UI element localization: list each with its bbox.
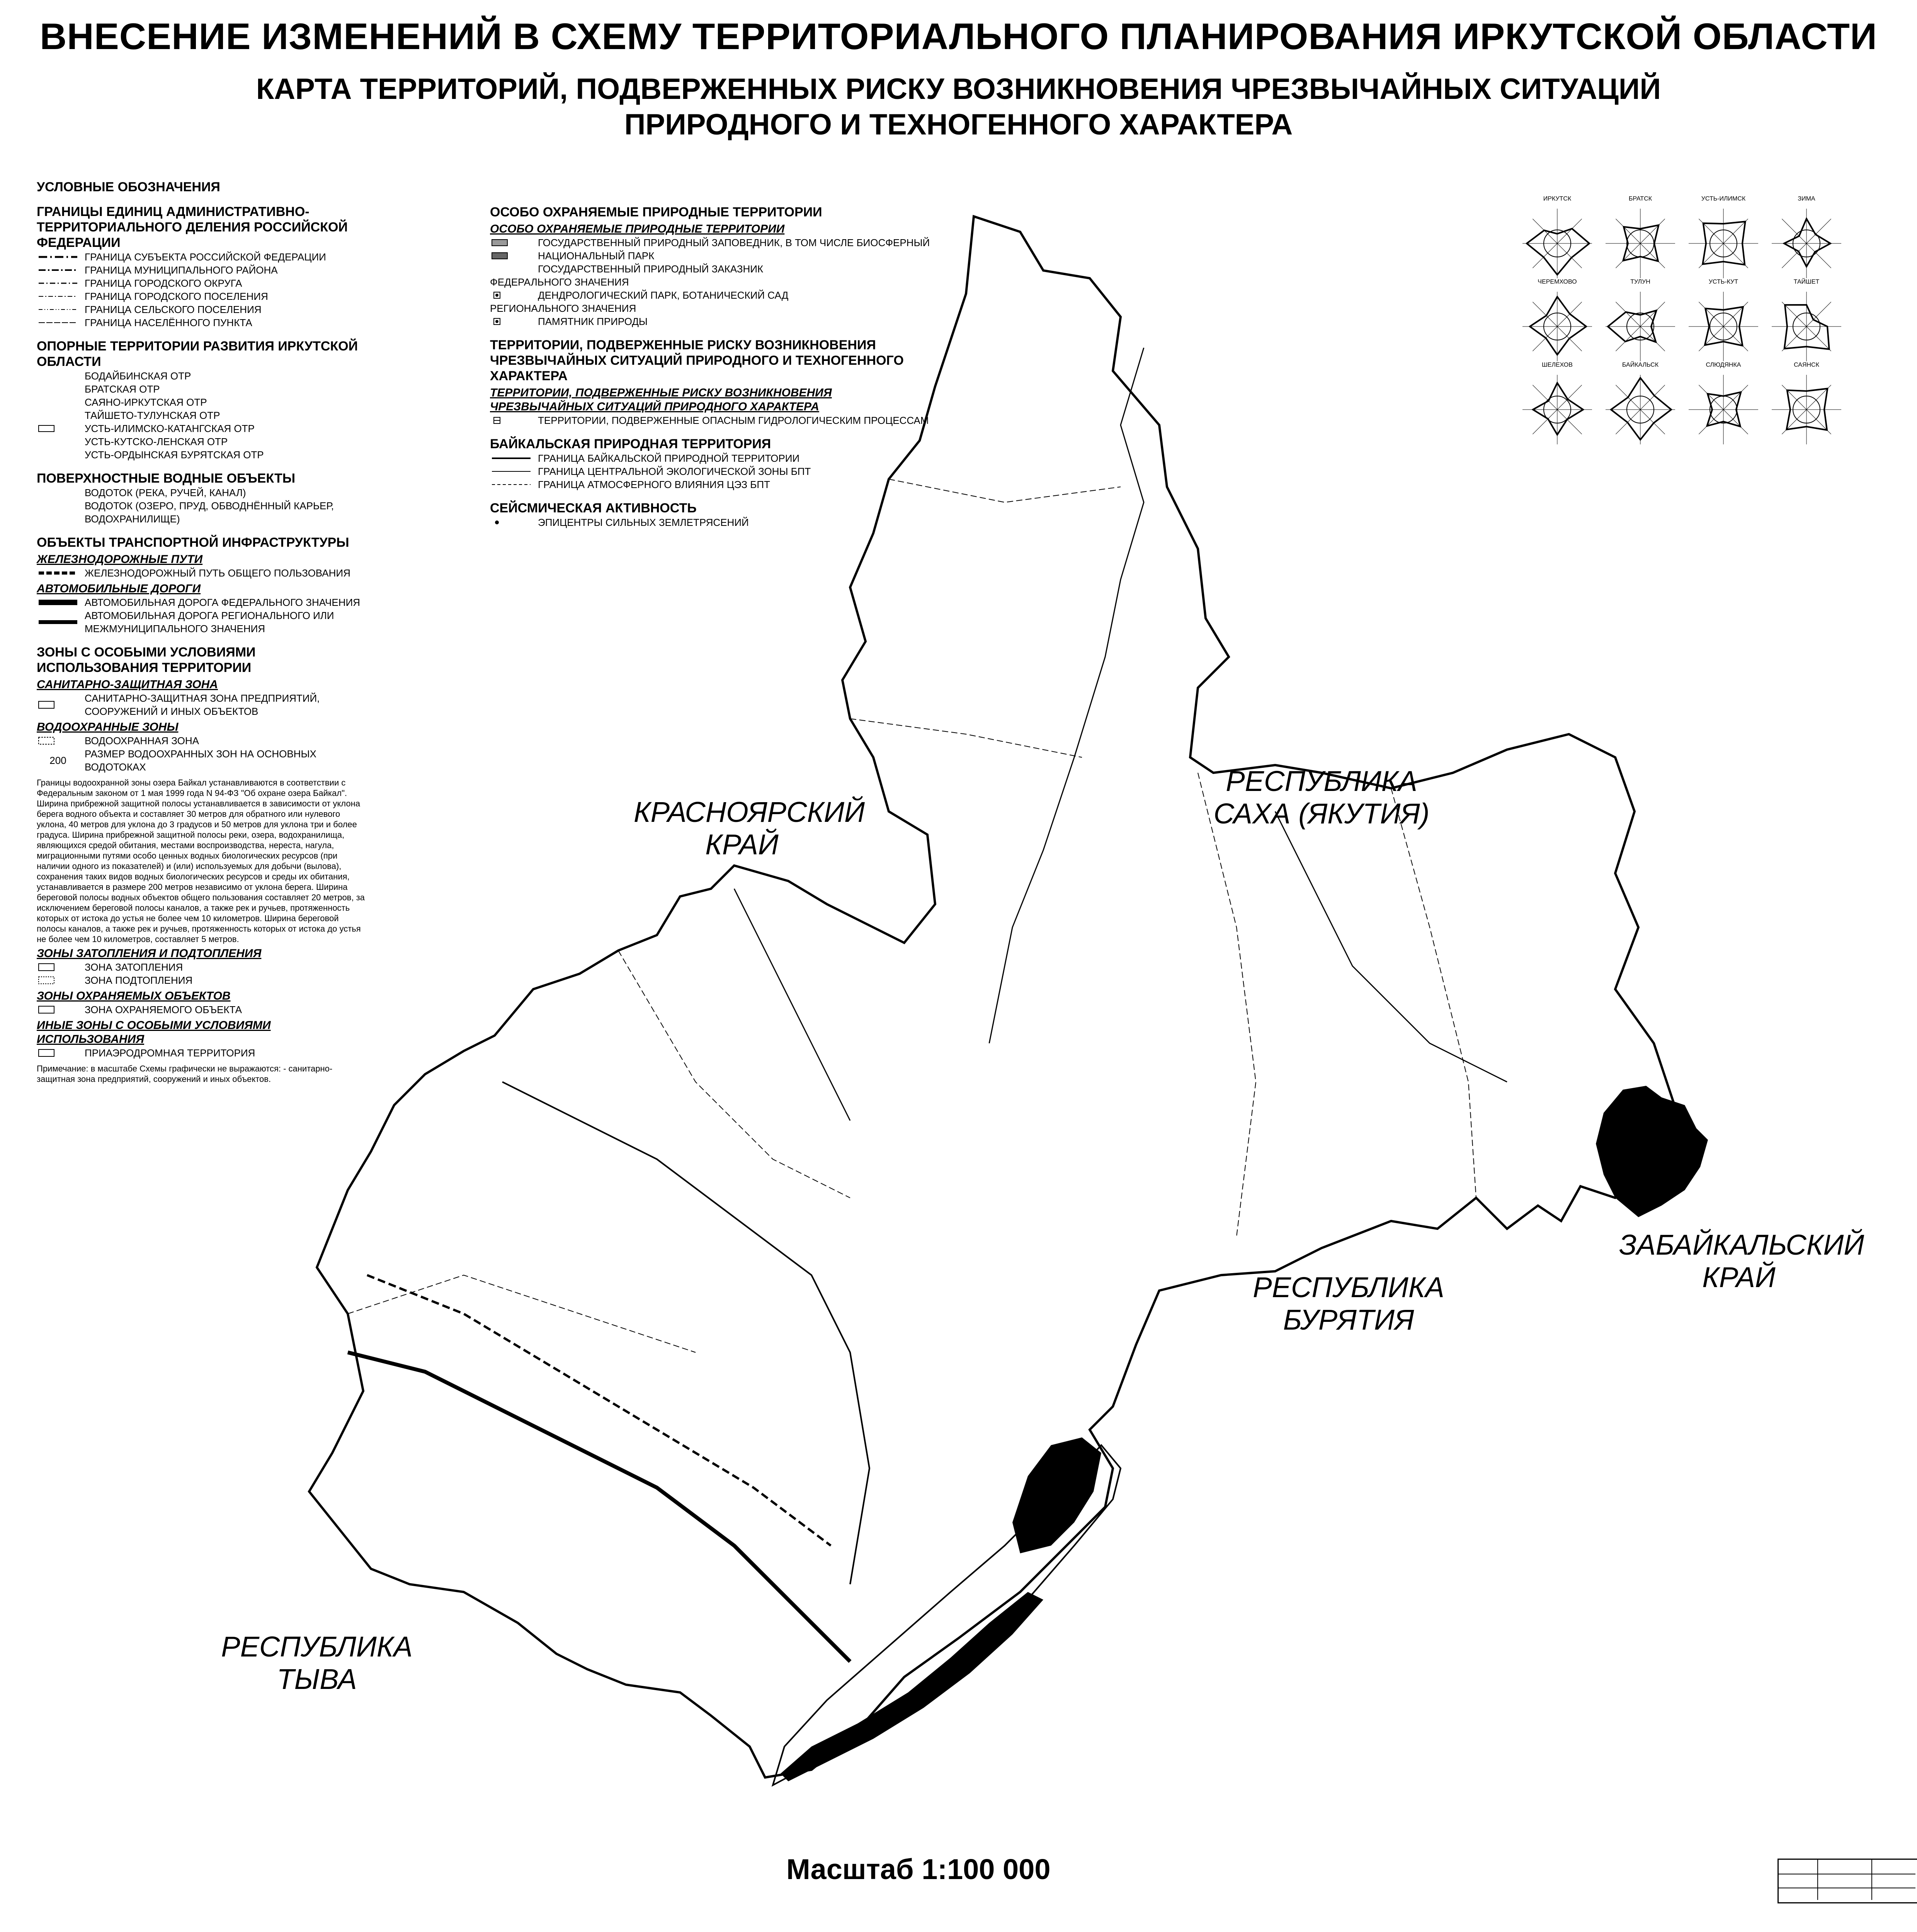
- legend-caption: ФЕДЕРАЛЬНОГО ЗНАЧЕНИЯ: [490, 276, 629, 288]
- wind-rose-label: ТУЛУН: [1630, 279, 1650, 285]
- legend-subsection: АВТОМОБИЛЬНЫЕ ДОРОГИ: [37, 582, 201, 595]
- hazard-zone-baikal-shore: [781, 1592, 1043, 1781]
- legend-item: ГРАНИЦА СУБЪЕКТА РОССИЙСКОЙ ФЕДЕРАЦИИ: [37, 250, 369, 264]
- legend-item: САНИТАРНО-ЗАЩИТНАЯ ЗОНА ПРЕДПРИЯТИЙ, СООРУЖЕНИЙ И ИНЫХ ОБЪЕКТОВ: [37, 692, 369, 718]
- legend-item: ЗОНА ПОДТОПЛЕНИЯ: [37, 974, 369, 987]
- legend-item: БОДАЙБИНСКАЯ ОТР: [85, 370, 191, 382]
- district-border: [1198, 773, 1256, 1236]
- wind-rose-label: БАЙКАЛЬСК: [1622, 362, 1659, 368]
- legend-section-title: ТЕРРИТОРИИ, ПОДВЕРЖЕННЫЕ РИСКУ ВОЗНИКНОВЕНИЯ ЧРЕЗВЫЧАЙНЫХ СИТУАЦИЙ ПРИРОДНОГО И ТЕХНОГЕННОГО ХАРАКТЕРА: [490, 338, 904, 383]
- legend-item: ГРАНИЦА МУНИЦИПАЛЬНОГО РАЙОНА: [37, 264, 369, 277]
- title-block-stamp: [1778, 1859, 1917, 1903]
- legend-item: ВОДОТОК (РЕКА, РУЧЕЙ, КАНАЛ): [85, 487, 246, 498]
- legend-section-title: ГРАНИЦЫ ЕДИНИЦ АДМИНИСТРАТИВНО-ТЕРРИТОРИАЛЬНОГО ДЕЛЕНИЯ РОССИЙСКОЙ ФЕДЕРАЦИИ: [37, 204, 348, 250]
- district-border: [889, 479, 1121, 502]
- legend-item: ГРАНИЦА СЕЛЬСКОГО ПОСЕЛЕНИЯ: [37, 303, 369, 316]
- legend-item: ГРАНИЦА НАСЕЛЁННОГО ПУНКТА: [37, 316, 369, 329]
- wind-rose-label: СЛЮДЯНКА: [1706, 362, 1741, 368]
- railway: [367, 1275, 831, 1546]
- legend-section-title: ЗОНЫ С ОСОБЫМИ УСЛОВИЯМИ ИСПОЛЬЗОВАНИЯ ТЕРРИТОРИИ: [37, 645, 256, 675]
- map-scale: Масштаб 1:100 000: [786, 1853, 1051, 1885]
- legend-item: ДЕНДРОЛОГИЧЕСКИЙ ПАРК, БОТАНИЧЕСКИЙ САД: [490, 289, 934, 302]
- river-lena: [989, 348, 1144, 1043]
- legend-subsection: ТЕРРИТОРИИ, ПОДВЕРЖЕННЫЕ РИСКУ ВОЗНИКНОВЕНИЯ ЧРЕЗВЫЧАЙНЫХ СИТУАЦИЙ ПРИРОДНОГО ХАРАКТЕРА: [490, 386, 832, 413]
- river-ilim: [734, 889, 850, 1121]
- legend-item: 200 РАЗМЕР ВОДООХРАННЫХ ЗОН НА ОСНОВНЫХ ВОДОТОКАХ: [37, 747, 369, 774]
- district-border: [348, 1275, 696, 1352]
- hazard-zone-baikal-north: [1012, 1437, 1101, 1553]
- legend-item: ГРАНИЦА ГОРОДСКОГО ПОСЕЛЕНИЯ: [37, 290, 369, 303]
- region-label-krasnoyarsk: КРАСНОЯРСКИЙ КРАЙ: [634, 796, 865, 861]
- district-border: [618, 951, 850, 1198]
- legend-subsection: ЗОНЫ ЗАТОПЛЕНИЯ И ПОДТОПЛЕНИЯ: [37, 947, 262, 960]
- legend-item: БРАТСКАЯ ОТР: [85, 383, 160, 395]
- region-label-tyva: РЕСПУБЛИКА ТЫВА: [221, 1631, 413, 1695]
- wind-rose-label: УСТЬ-ИЛИМСК: [1701, 196, 1746, 202]
- legend-item: УСТЬ-ОРДЫНСКАЯ БУРЯТСКАЯ ОТР: [85, 449, 264, 461]
- legend-caption: РЕГИОНАЛЬНОГО ЗНАЧЕНИЯ: [490, 303, 636, 314]
- legend-note: Границы водоохранной зоны озера Байкал устанавливаются в соответствии с Федеральным законом от 1 мая 1999 года N 94-ФЗ "Об охране озера Байкал". Ширина прибрежной защитной полосы устанавливается в зависимости от уклона берега водного объекта и составляет 30 метров для обратного или нулевого уклона, 40 метров для уклона до 3 градусов и 50 метров для уклона три и более градуса. Ширина прибрежной защитной полосы реки, озера, водохранилища, являющихся средой обитания, местами воспроизводства, нереста, нагула, миграционными путями особо ценных водных биологических ресурсов (при наличии одного из показателей) и (или) используемых для добычи (вылова), сохранения таких видов водных биологических ресурсов и среды их обитания, устанавливается в размере 200 метров независимо от уклона берега. Ширина береговой полосы водных объектов общего пользования составляет 20 метров, за исключением береговой полосы каналов, а также рек и ручьев, протяженность которых от истока до устья не более чем 10 километров. Ширина береговой полосы каналов, а также рек и ручьев, протяженность которых от истока до устья не более чем 10 километров, составляет 5 метров.: [37, 778, 365, 944]
- region-outline: [309, 216, 1677, 1777]
- legend-subsection: САНИТАРНО-ЗАЩИТНАЯ ЗОНА: [37, 678, 218, 691]
- region-map: [0, 185, 1917, 1847]
- region-label-sakha: РЕСПУБЛИКА САХА (ЯКУТИЯ): [1213, 765, 1430, 830]
- legend-item: САЯНО-ИРКУТСКАЯ ОТР: [85, 396, 207, 408]
- wind-rose-label: УСТЬ-КУТ: [1708, 279, 1738, 285]
- wind-rose-label: ЧЕРЕМХОВО: [1538, 279, 1577, 285]
- wind-rose-label: САЯНСК: [1794, 362, 1819, 368]
- wind-rose-label: ЗИМА: [1798, 196, 1815, 202]
- wind-rose-label: ШЕЛЕХОВ: [1542, 362, 1573, 368]
- legend-item: ГРАНИЦА ЦЕНТРАЛЬНОЙ ЭКОЛОГИЧЕСКОЙ ЗОНЫ БПТ: [490, 465, 934, 478]
- legend-item: ЗОНА ОХРАНЯЕМОГО ОБЪЕКТА: [37, 1003, 369, 1016]
- page-title: ВНЕСЕНИЕ ИЗМЕНЕНИЙ В СХЕМУ ТЕРРИТОРИАЛЬНОГО ПЛАНИРОВАНИЯ ИРКУТСКОЙ ОБЛАСТИ: [40, 16, 1877, 57]
- district-border: [850, 719, 1082, 757]
- subtitle-line-2: ПРИРОДНОГО И ТЕХНОГЕННОГО ХАРАКТЕРА: [624, 108, 1293, 141]
- legend-item: УСТЬ-КУТСКО-ЛЕНСКАЯ ОТР: [85, 436, 228, 447]
- legend-item: ЭПИЦЕНТРЫ СИЛЬНЫХ ЗЕМЛЕТРЯСЕНИЙ: [490, 516, 934, 529]
- region-label-zabaikal: ЗАБАЙКАЛЬСКИЙ КРАЙ: [1619, 1229, 1864, 1293]
- legend-item: ГРАНИЦА АТМОСФЕРНОГО ВЛИЯНИЯ ЦЭЗ БПТ: [490, 478, 934, 491]
- legend-section-title: ОПОРНЫЕ ТЕРРИТОРИИ РАЗВИТИЯ ИРКУТСКОЙ ОБЛАСТИ: [37, 339, 358, 369]
- legend-item: ТЕРРИТОРИИ, ПОДВЕРЖЕННЫЕ ОПАСНЫМ ГИДРОЛОГИЧЕСКИМ ПРОЦЕССАМ: [490, 414, 934, 427]
- legend-section-title: ОСОБО ОХРАНЯЕМЫЕ ПРИРОДНЫЕ ТЕРРИТОРИИ: [490, 205, 822, 219]
- legend-section-title: БАЙКАЛЬСКАЯ ПРИРОДНАЯ ТЕРРИТОРИЯ: [490, 437, 771, 451]
- river-vitim: [1275, 811, 1507, 1082]
- legend-note-2: Примечание: в масштабе Схемы графически не выражаются: - санитарно-защитная зона предприятий, сооружений и иных объектов.: [37, 1064, 333, 1084]
- legend-item: УСТЬ-ИЛИМСКО-КАТАНГСКАЯ ОТР: [37, 422, 369, 435]
- district-border: [1391, 788, 1476, 1198]
- legend-item: ПРИАЭРОДРОМНАЯ ТЕРРИТОРИЯ: [37, 1046, 369, 1060]
- legend-item: ПАМЯТНИК ПРИРОДЫ: [490, 315, 934, 328]
- page-subtitle: [0, 71, 1917, 143]
- wind-rose-label: ИРКУТСК: [1543, 196, 1572, 202]
- legend-item: АВТОМОБИЛЬНАЯ ДОРОГА РЕГИОНАЛЬНОГО ИЛИ МЕЖМУНИЦИПАЛЬНОГО ЗНАЧЕНИЯ: [37, 609, 369, 635]
- legend-section-title: ОБЪЕКТЫ ТРАНСПОРТНОЙ ИНФРАСТРУКТУРЫ: [37, 535, 349, 550]
- wind-rose-label: БРАТСК: [1628, 196, 1652, 202]
- subtitle-line-1: КАРТА ТЕРРИТОРИЙ, ПОДВЕРЖЕННЫХ РИСКУ ВОЗНИКНОВЕНИЯ ЧРЕЗВЫЧАЙНЫХ СИТУАЦИЙ: [256, 73, 1661, 105]
- legend-item: ГРАНИЦА ГОРОДСКОГО ОКРУГА: [37, 277, 369, 290]
- legend-subsection: ВОДООХРАННЫЕ ЗОНЫ: [37, 721, 179, 733]
- legend-section-title: СЕЙСМИЧЕСКАЯ АКТИВНОСТЬ: [490, 501, 697, 515]
- legend-subsection: ИНЫЕ ЗОНЫ С ОСОБЫМИ УСЛОВИЯМИ ИСПОЛЬЗОВАНИЯ: [37, 1019, 271, 1046]
- legend-subsection: ОСОБО ОХРАНЯЕМЫЕ ПРИРОДНЫЕ ТЕРРИТОРИИ: [490, 223, 785, 235]
- legend-item: ГОСУДАРСТВЕННЫЙ ПРИРОДНЫЙ ЗАКАЗНИК: [538, 263, 764, 275]
- legend-item: ЗОНА ЗАТОПЛЕНИЯ: [37, 961, 369, 974]
- region-label-buryatia: РЕСПУБЛИКА БУРЯТИЯ: [1253, 1271, 1444, 1336]
- legend-item: НАЦИОНАЛЬНЫЙ ПАРК: [490, 249, 934, 262]
- legend-subsection: ЗОНЫ ОХРАНЯЕМЫХ ОБЪЕКТОВ: [37, 990, 231, 1002]
- legend-item: АВТОМОБИЛЬНАЯ ДОРОГА ФЕДЕРАЛЬНОГО ЗНАЧЕНИЯ: [37, 596, 369, 609]
- legend-item: ГОСУДАРСТВЕННЫЙ ПРИРОДНЫЙ ЗАПОВЕДНИК, В ТОМ ЧИСЛЕ БИОСФЕРНЫЙ: [490, 236, 934, 249]
- wind-rose-label: ТАЙШЕТ: [1793, 279, 1820, 285]
- road-network: [348, 1352, 850, 1662]
- legend-heading: УСЛОВНЫЕ ОБОЗНАЧЕНИЯ: [37, 180, 220, 194]
- water-zone-size-label: 200: [49, 755, 66, 766]
- legend-item: ВОДООХРАННАЯ ЗОНА: [37, 734, 369, 747]
- legend-item: ТАЙШЕТО-ТУЛУНСКАЯ ОТР: [85, 410, 220, 421]
- legend-item: ЖЕЛЕЗНОДОРОЖНЫЙ ПУТЬ ОБЩЕГО ПОЛЬЗОВАНИЯ: [37, 566, 369, 580]
- legend-section-title: ПОВЕРХНОСТНЫЕ ВОДНЫЕ ОБЪЕКТЫ: [37, 471, 295, 486]
- legend-subsection: ЖЕЛЕЗНОДОРОЖНЫЕ ПУТИ: [37, 553, 203, 566]
- legend-item: ВОДОТОК (ОЗЕРО, ПРУД, ОБВОДНЁННЫЙ КАРЬЕР, ВОДОХРАНИЛИЩЕ): [85, 500, 334, 525]
- legend-item: ГРАНИЦА БАЙКАЛЬСКОЙ ПРИРОДНОЙ ТЕРРИТОРИИ: [490, 452, 934, 465]
